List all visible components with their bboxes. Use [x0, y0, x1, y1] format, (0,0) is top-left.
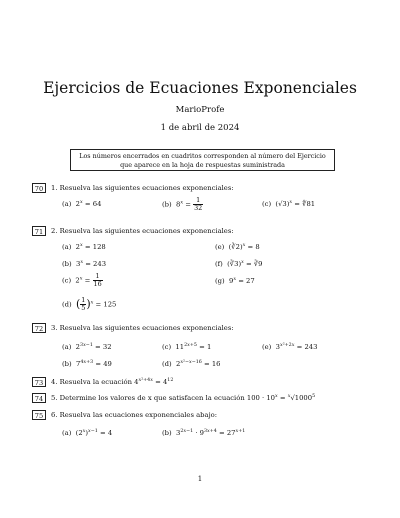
exercise-6-prompt: 6. Resuelva las ecuaciones exponenciales abajo: [51, 411, 218, 419]
exercise-box-71: 71 [32, 226, 46, 236]
exercise-box-70: 70 [32, 183, 46, 193]
exercise-3-prompt: 3. Resuelva las siguientes ecuaciones exponenciales: [51, 324, 234, 332]
document-title: Ejercicios de Ecuaciones Exponenciales [43, 79, 357, 97]
exercise-box-75: 75 [32, 410, 46, 420]
exercise-1c: (c) $(√3)^x$ = ∜81 [262, 200, 316, 208]
document-author: MarioProfe [175, 105, 225, 115]
exercise-2d: (d) ( $\frac{1}{5}$ )$^x$ = 125 [62, 296, 117, 312]
exercise-1-prompt: 1. Resuelva las siguientes ecuaciones exponenciales: [51, 184, 234, 192]
exercise-3e: (e) $3^{x^2+2x} = 243$ [262, 343, 318, 351]
exercise-2-prompt: 2. Resuelva las siguientes ecuaciones exponenciales: [51, 227, 234, 235]
exercise-box-72: 72 [32, 323, 46, 333]
exercise-5-prompt: 5. Determine los valores de x que satisfacen la ecuación $100 \cdot 10^x = ^x√1000^5$ [51, 394, 316, 402]
exercise-3a: (a) $2^{3x-1} = 32$ [62, 343, 112, 351]
page-number: 1 [197, 475, 203, 483]
exercise-2f: (f) (∛3)$^x$ = ∛9 [215, 260, 263, 268]
exercise-3c: (c) $11^{2x+5} = 1$ [162, 343, 212, 351]
exercise-2b: (b) $3^x = 243$ [62, 260, 107, 268]
exercise-6a: (a) $(2^x)^{x-1} = 4$ [62, 429, 113, 437]
exercise-2g: (g) $9^x = 27$ [215, 277, 255, 285]
exercise-6b: (b) $3^{2x-1} \cdot 9^{3x+4} = 27^{x+1}$ [162, 429, 246, 437]
exercise-3d: (d) $2^{x^2-x-16} = 16$ [162, 360, 221, 368]
note-box [70, 149, 335, 171]
note-line-1: Los números encerrados en cuadritos corresponden al número del Ejercicio [79, 151, 326, 160]
exercise-box-74: 74 [32, 393, 46, 403]
exercise-2c: (c) $2^x$ = $\frac{1}{16}$ [62, 272, 102, 288]
exercise-1b: (b) $8^x$ = $\frac{1}{32}$ [162, 196, 203, 212]
exercise-1a: (a) $2^x = 64$ [62, 200, 102, 208]
exercise-4-prompt: 4. Resuelva la ecuación $4^{x^2+4x} = 4^{12}$ [51, 378, 174, 386]
exercise-4-text: 4. Resuelva la ecuación [51, 378, 132, 386]
document-date: 1 de abril de 2024 [160, 123, 240, 133]
exercise-2e: (e) (∛2)$^x$ = 8 [215, 243, 260, 251]
exercise-2a: (a) $2^x = 128$ [62, 243, 106, 251]
exercise-5-text: 5. Determine los valores de x que satisfacen la ecuación [51, 394, 245, 402]
exercise-3b: (b) $7^{4x+3} = 49$ [62, 360, 112, 368]
exercise-box-73: 73 [32, 377, 46, 387]
note-line-2: que aparece en la hoja de respuestas suministrada [120, 160, 285, 169]
